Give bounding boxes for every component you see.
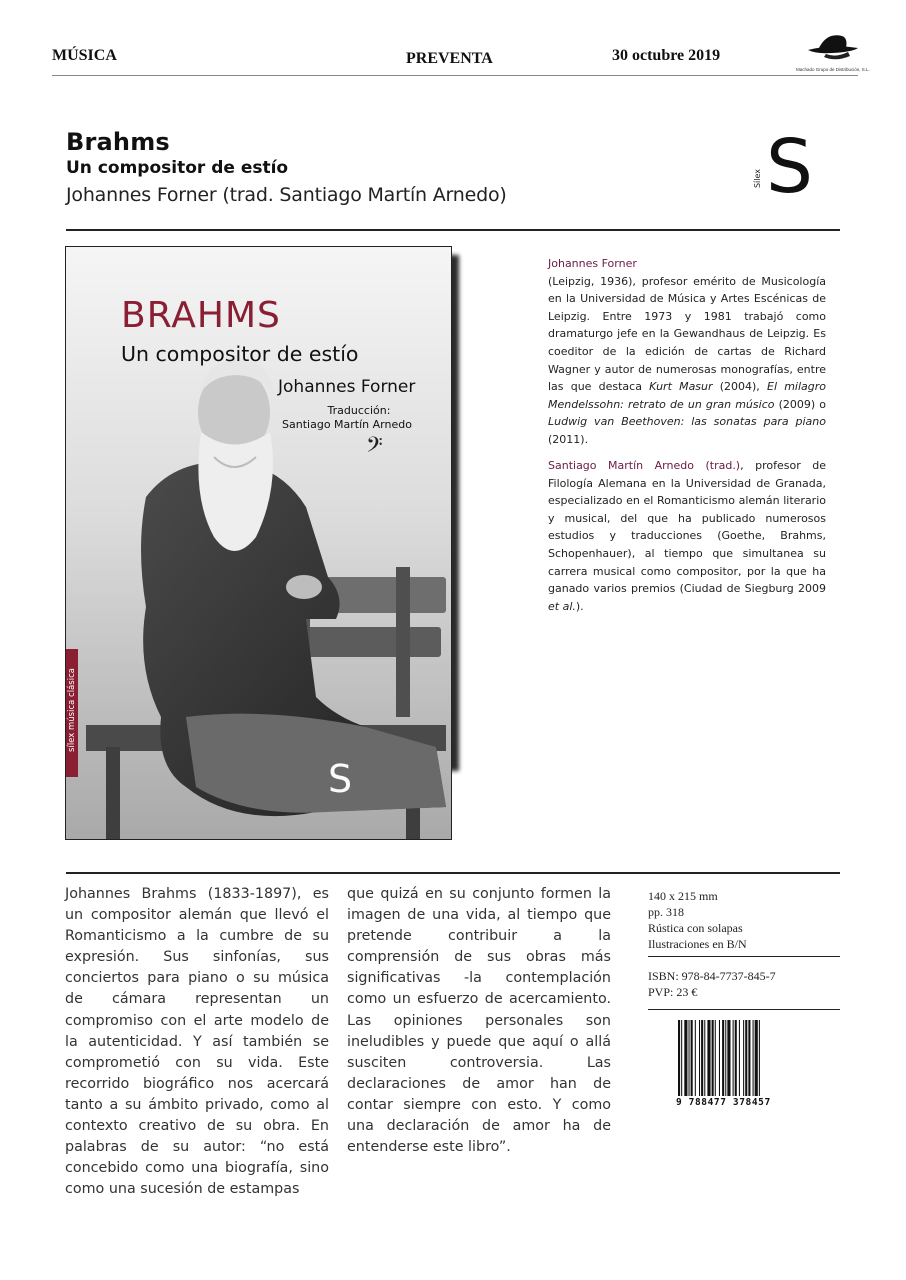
header-rule [52, 75, 858, 76]
barcode-bar [759, 1020, 760, 1096]
barcode-bar [725, 1020, 726, 1096]
book-authors: Johannes Forner (trad. Santiago Martín Arnedo) [66, 184, 507, 206]
barcode-bar [678, 1020, 680, 1096]
cover-clef-icon: 𝄢 [366, 433, 383, 463]
presale-label: PREVENTA [406, 50, 493, 67]
bio-forner-work: El milagro Mendelssohn: retrato de un gran músico [548, 380, 827, 411]
distributor-name: Machado Grupo de Distribución, S.L. [796, 67, 870, 72]
barcode-bar [753, 1020, 754, 1096]
barcode-bar [681, 1020, 682, 1096]
bio-arnedo-text: ). [575, 599, 584, 613]
cover-title: BRAHMS [121, 295, 281, 336]
description-column-2: que quizá en su conjunto formen la imagen de una vida, al tiempo que pretende contribuir a la comprensión de sus obras más significativas -la contemplación como un esfuerzo de acercamiento. Las opiniones personales son ineludibles y puede que aquí o allá susciten controversia. Las declaraciones de amor han de contar siempre con esto. Y como una declaración de amor ha de entenderse este libro”. [347, 886, 611, 1156]
barcode-bar [695, 1020, 696, 1096]
barcode-bar [745, 1020, 747, 1096]
distributor-logo [796, 28, 868, 74]
spec-size: 140 x 215 mm [648, 889, 718, 903]
bio-forner [548, 255, 826, 449]
barcode-bar [691, 1020, 693, 1096]
book-title: Brahms [66, 128, 170, 156]
barcode-bar [733, 1020, 734, 1096]
barcode-bar [735, 1020, 737, 1096]
bio-arnedo-text: , profesor de Filología Alemana en la Universidad de Granada, especializado en el Romanticismo alemán literario y musical, del que ha publicado numerosos estudios y traducciones (Goethe, Brahms, Schopenhauer), al tiempo que simultanea su carrera musical como compositor, por la que ha ganado varios premios (Ciudad de Siegburg 2009 [548, 459, 827, 596]
specs-block [648, 888, 840, 952]
barcode-bar [715, 1020, 716, 1096]
barcode-bar [748, 1020, 750, 1096]
spec-pages: pp. 318 [648, 905, 684, 919]
barcode-bar [707, 1020, 710, 1096]
spec-binding: Rústica con solapas [648, 921, 743, 935]
spec-price: PVP: 23 € [648, 985, 698, 999]
publisher-logo-letter: S [766, 124, 813, 210]
barcode-bar [755, 1020, 758, 1096]
barcode-bar [701, 1020, 703, 1096]
description-column-1: Johannes Brahms (1833-1897), es un compositor alemán que llevó el Romanticismo a la cumbre de su expresión. Sus sinfonías, sus conciertos para piano o su música de cámara representan un compromiso con el arte modelo de la autenticidad. Y así también se comprometió con su vida. Este recorrido biográfico nos acercará tanto a su ámbito privado, como al contexto creativo de su obra. En palabras de su autor: “no está concebido como una biografía, sino como una sucesión de estampas [65, 886, 329, 1198]
bio-arnedo-name: Santiago Martín Arnedo (trad.) [548, 459, 741, 472]
spec-illustrations: Ilustraciones en B/N [648, 937, 747, 951]
section-label: MÚSICA [52, 47, 117, 64]
spec-rule-1 [648, 956, 840, 957]
bio-forner-name: Johannes Forner [548, 257, 637, 270]
spec-isbn: ISBN: 978-84-7737-845-7 [648, 969, 776, 983]
hat-icon [796, 28, 868, 62]
publisher-logo [753, 124, 830, 220]
barcode-bar [684, 1020, 687, 1096]
barcode-bar [739, 1020, 740, 1096]
barcode-bar [712, 1020, 714, 1096]
bio-forner-text: (Leipzig, 1936), profesor emérito de Musicología en la Universidad de Música y Artes Escénicas de Leipzig. Entre 1973 y 1981 trabajó como dramaturgo jefe en la Gewandhaus de Leipzig. Es coeditor de la edición de cartas de Richard Wagner y autor de numerosas monografías, entre las que destaca [548, 274, 826, 394]
bio-forner-text: (2004), [712, 380, 767, 394]
body-rule [66, 872, 840, 874]
barcode-bar [719, 1020, 720, 1096]
cover-subtitle: Un compositor de estío [121, 342, 359, 366]
cover-logo: S [328, 757, 353, 801]
barcode-bar [704, 1020, 705, 1096]
cover-collection-label: sílex música clásica [67, 668, 77, 752]
cover-translation-label: Traducción: [327, 404, 391, 417]
bio-forner-work: Ludwig van Beethoven: las sonatas para piano [548, 415, 826, 429]
title-rule [66, 229, 840, 231]
bio-forner-work: Kurt Masur [649, 380, 713, 394]
bio-forner-text: (2009) o [774, 397, 826, 411]
bio-arnedo-etal: et al. [548, 599, 576, 613]
spec-rule-2 [648, 1009, 840, 1010]
book-cover [65, 246, 452, 840]
barcode-bar [722, 1020, 724, 1096]
barcode-bar [727, 1020, 730, 1096]
release-date: 30 octubre 2019 [612, 47, 721, 64]
cover-collection-band [66, 649, 78, 777]
barcode-bar [743, 1020, 744, 1096]
cover-author: Johannes Forner [278, 377, 416, 397]
commerce-block [648, 968, 840, 1000]
barcode-digits: 9 788477 378457 [676, 1097, 771, 1108]
barcode-bar [699, 1020, 700, 1096]
bio-arnedo [548, 457, 826, 615]
book-subtitle: Un compositor de estío [66, 158, 289, 178]
barcode-bar [689, 1020, 690, 1096]
cover-translator: Santiago Martín Arnedo [282, 418, 412, 431]
publisher-logo-name: Sílex [753, 168, 763, 189]
barcode-bars [676, 1020, 786, 1096]
bio-forner-text: (2011). [548, 432, 589, 446]
barcode [676, 1020, 786, 1108]
